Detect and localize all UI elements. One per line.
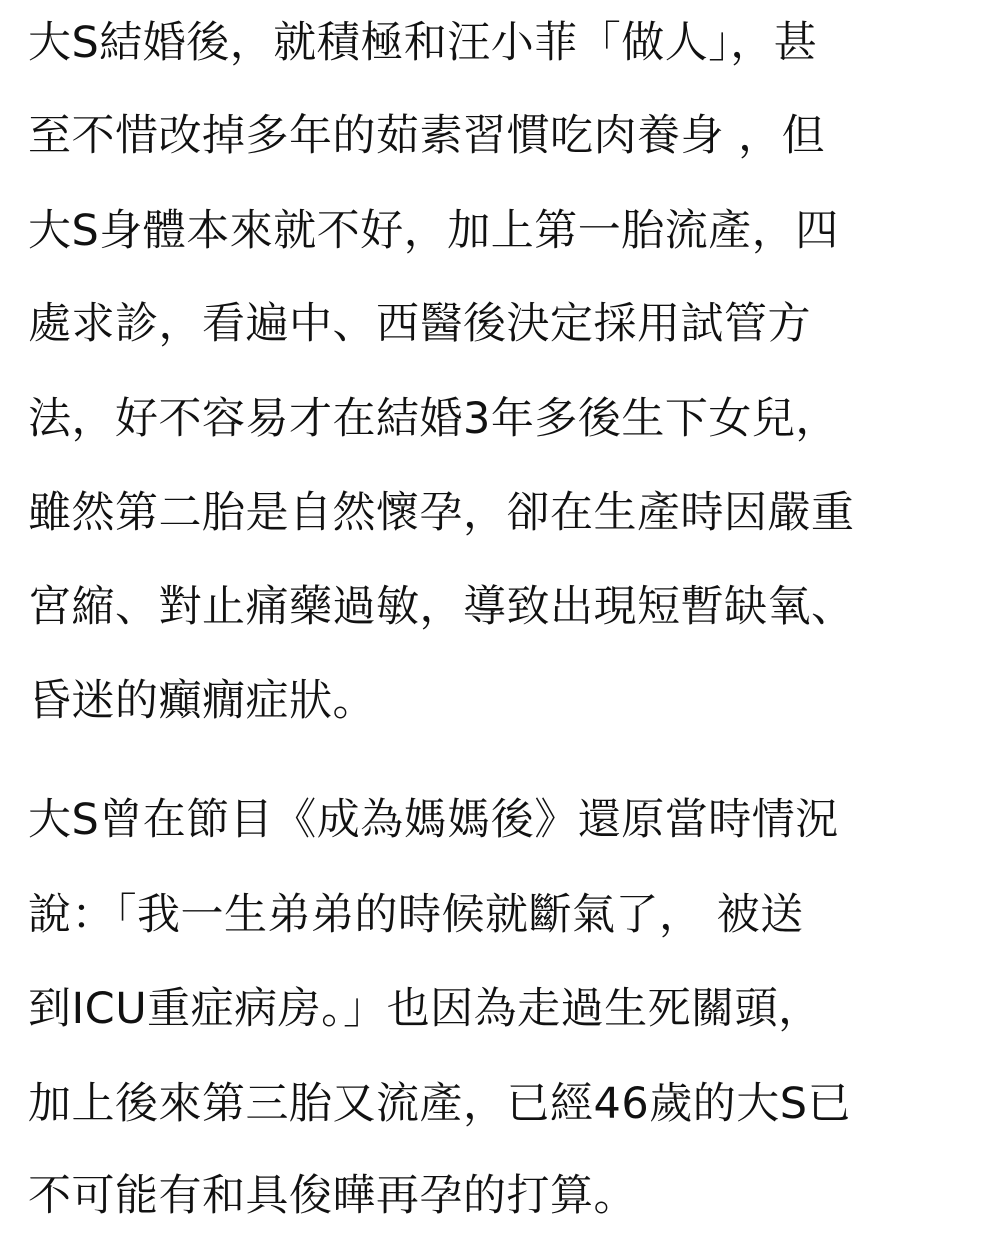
paragraph-1-line-6: 雖然第二胎是自然懷孕，卻在生產時因嚴重 [28,488,855,538]
paragraph-1-line-7: 宮縮、對止痛藥過敏，導致出現短暫缺氧、 [28,582,855,632]
paragraph-1-line-4: 處求診，看遍中、西醫後決定採用試管方 [28,299,811,349]
paragraph-2-line-3: 到ICU重症病房。」也因為走過生死關頭， [28,984,822,1034]
paragraph-2-line-2: 說：「我一生弟弟的時候就斷氣了， 被送 [28,890,804,940]
paragraph-1-line-5: 法，好不容易才在結婚3年多後生下女兒， [28,394,839,444]
paragraph-2-line-1: 大S曾在節目《成為媽媽後》還原當時情況 [28,795,839,845]
paragraph-2-line-5: 不可能有和具俊曄再孕的打算。 [28,1171,637,1221]
paragraph-2-line-4: 加上後來第三胎又流產，已經46歲的大S已 [28,1079,852,1129]
paragraph-1-line-8: 昏迷的癲癇症狀。 [28,676,376,726]
paragraph-1-line-2: 至不惜改掉多年的茹素習慣吃肉養身 ，但 [28,111,826,161]
paragraph-1-line-3: 大S身體本來就不好，加上第一胎流產，四 [28,206,839,256]
paragraph-1-line-1: 大S結婚後，就積極和汪小菲「做人」，甚 [28,18,818,68]
